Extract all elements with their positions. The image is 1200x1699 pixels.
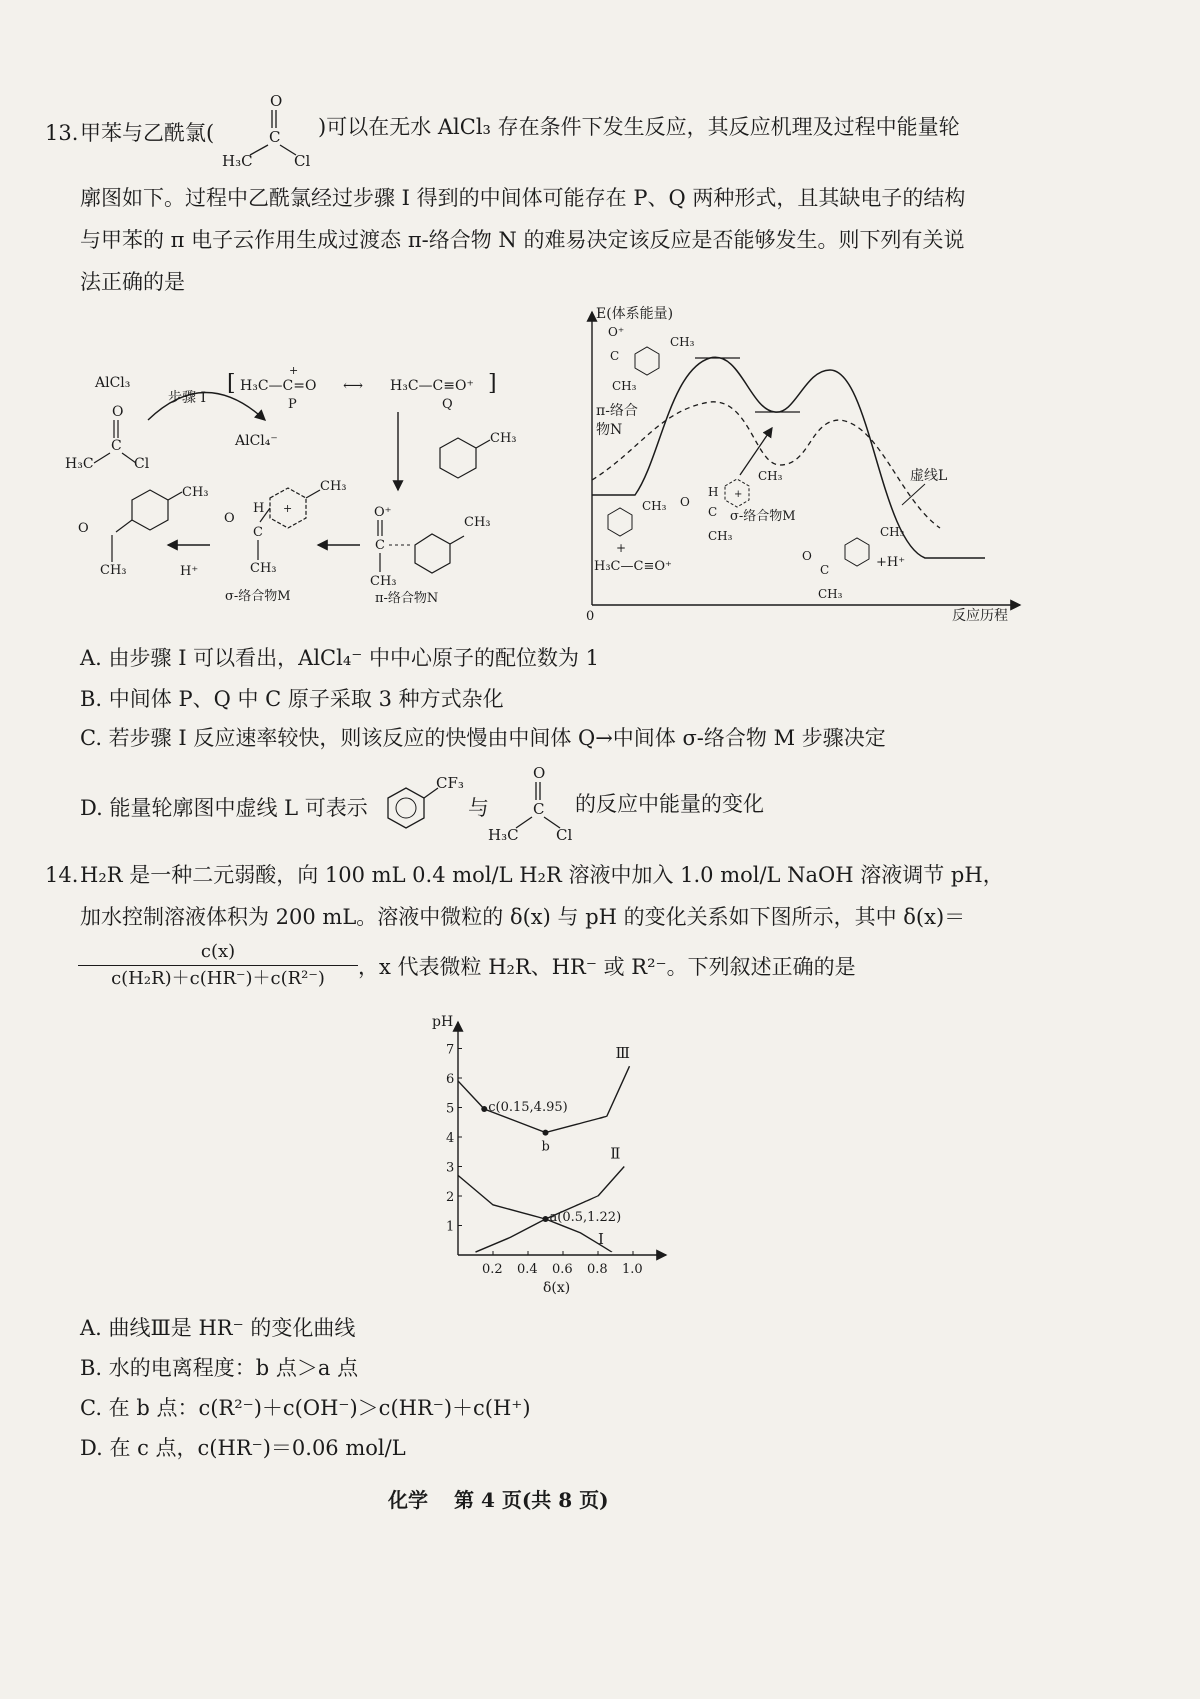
mech-n-oplus: O⁺ <box>374 505 392 520</box>
mech-m-ch3: CH₃ <box>250 561 277 576</box>
energy-product-ch3-ring: CH₃ <box>880 525 905 539</box>
d-cf3: CF₃ <box>436 774 464 792</box>
mech-q-form: H₃C—C≡O⁺ <box>390 378 474 394</box>
mech-n-ch3: CH₃ <box>370 574 397 589</box>
energy-pi-oplus: O⁺ <box>608 325 625 339</box>
q14-line2: 加水控制溶液体积为 200 mL。溶液中微粒的 δ(x) 与 pH 的变化关系如下图所示，其中 δ(x)＝ <box>80 905 966 929</box>
mech-p-label: P <box>288 397 297 412</box>
acyl-c: C <box>269 128 281 146</box>
y-tick-label: 4 <box>446 1131 455 1146</box>
footer-page: 第 4 页(共 8 页) <box>454 1488 609 1512</box>
mech-p-plus: + <box>289 364 299 377</box>
q14-option-b: B. 水的电离程度：b 点＞a 点 <box>80 1356 359 1380</box>
energy-pi-label-b: 物N <box>596 422 623 438</box>
reaction-mechanism-diagram <box>60 350 560 620</box>
energy-sigma-o: O <box>680 495 690 509</box>
y-tick-label: 7 <box>446 1042 455 1058</box>
mech-n-ch3-ring: CH₃ <box>464 515 491 530</box>
q14-frac-den: c(H₂R)＋c(HR⁻)＋c(R²⁻) <box>111 968 325 989</box>
q14-option-a: A. 曲线Ⅲ是 HR⁻ 的变化曲线 <box>80 1316 356 1340</box>
q13-line3: 与甲苯的 π 电子云作用生成过渡态 π-络合物 N 的难易决定该反应是否能够发生。则下列有关说 <box>80 228 965 252</box>
mech-sigma-label: σ-络合物M <box>225 589 291 604</box>
svg-text:[: [ <box>227 371 236 396</box>
acetyl-chloride-structure-d <box>488 762 588 842</box>
mech-m-o: O <box>224 511 235 526</box>
d-acyl-cl: Cl <box>556 826 573 842</box>
q13-intro-a: 甲苯与乙酰氯( <box>80 121 215 145</box>
energy-reactant-ch3: CH₃ <box>642 499 667 513</box>
energy-sigma-h: H <box>708 485 719 499</box>
curve-label: Ⅰ <box>598 1230 604 1249</box>
energy-origin: 0 <box>586 609 595 624</box>
x-tick-label: 0.2 <box>482 1262 503 1277</box>
mech-alcl3: AlCl₃ <box>95 375 131 391</box>
chart-point <box>481 1106 487 1112</box>
acyl-h3c: H₃C <box>222 152 253 170</box>
mech-m-c: C <box>253 525 263 540</box>
svg-text:]: ] <box>488 371 497 396</box>
q14-option-d: D. 在 c 点，c(HR⁻)＝0.06 mol/L <box>80 1436 406 1460</box>
energy-product-o: O <box>802 549 812 563</box>
energy-xlabel: 反应历程 <box>952 608 1008 624</box>
mech-prod-o: O <box>78 521 89 536</box>
d-acyl-c: C <box>533 800 545 818</box>
energy-dashed-label: 虚线L <box>910 468 948 484</box>
q14-line3: ，x 代表微粒 H₂R、HR⁻ 或 R²⁻。下列叙述正确的是 <box>358 955 856 979</box>
q14-fraction <box>78 940 358 991</box>
q13-option-c: C. 若步骤 Ⅰ 反应速率较快，则该反应的快慢由中间体 Q→中间体 σ-络合物 M 步骤决定 <box>80 726 886 750</box>
energy-sigma-label: σ-络合物M <box>730 509 796 524</box>
q14-frac-num: c(x) <box>200 941 236 962</box>
energy-sigma-c: C <box>708 505 718 519</box>
y-tick-label: 3 <box>446 1160 455 1176</box>
y-tick-label: 6 <box>446 1072 455 1087</box>
mech-m-h: H <box>253 501 265 516</box>
mech-step1: 步骤 Ⅰ <box>168 390 206 406</box>
q13-option-d-c: 的反应中能量的变化 <box>575 792 764 816</box>
q13-number: 13. <box>45 121 79 145</box>
mech-m-plus: + <box>283 502 293 515</box>
mech-hplus: H⁺ <box>180 564 199 579</box>
chart-xlabel: δ(x) <box>543 1280 571 1296</box>
chart-point-label: c(0.15,4.95) <box>488 1099 568 1115</box>
acetyl-chloride-structure <box>212 90 322 170</box>
energy-ylabel: E(体系能量) <box>596 306 674 322</box>
curve-label: Ⅲ <box>615 1044 630 1063</box>
mech-pi-label: π-络合物N <box>375 591 439 606</box>
q14-line1: H₂R 是一种二元弱酸，向 100 mL 0.4 mol/L H₂R 溶液中加入 1.0 mol/L NaOH 溶液调节 pH， <box>80 863 1004 887</box>
q14-option-c: C. 在 b 点：c(R²⁻)＋c(OH⁻)＞c(HR⁻)＋c(H⁺) <box>80 1396 531 1420</box>
energy-pi-ch3: CH₃ <box>612 379 637 393</box>
q13-option-b: B. 中间体 P、Q 中 C 原子采取 3 种方式杂化 <box>80 687 504 711</box>
y-tick-label: 5 <box>446 1101 455 1117</box>
mech-q-label: Q <box>442 397 453 412</box>
q13-line4: 法正确的是 <box>80 270 185 294</box>
mech-prod-ch3: CH₃ <box>100 563 127 578</box>
energy-sigma-ch3-ring: CH₃ <box>758 469 783 483</box>
chart-point <box>543 1130 549 1136</box>
acyl-cl: Cl <box>294 152 311 170</box>
q13-option-d-b: 与 <box>468 796 489 820</box>
x-tick-label: 0.8 <box>587 1262 608 1277</box>
mech-ch3-toluene: CH₃ <box>490 431 517 446</box>
mech-alcl4: AlCl₄⁻ <box>235 433 278 449</box>
mech-o-1: O <box>112 404 124 420</box>
x-tick-label: 0.6 <box>552 1262 573 1277</box>
mech-resonance-arrow: ⟷ <box>343 378 364 394</box>
energy-reactant-plus: + <box>616 541 627 555</box>
energy-pi-c: C <box>610 349 620 363</box>
mech-prod-ch3-ring: CH₃ <box>182 485 209 500</box>
mech-cl-1: Cl <box>134 456 150 472</box>
q13-option-a: A. 由步骤 Ⅰ 可以看出，AlCl₄⁻ 中中心原子的配位数为 1 <box>80 646 600 670</box>
chart-point-label: a(0.5,1.22) <box>549 1210 622 1226</box>
mech-m-ch3-ring: CH₃ <box>320 479 347 494</box>
energy-profile-diagram <box>580 300 1030 630</box>
mech-h3c-1: H₃C <box>65 456 94 472</box>
acyl-o: O <box>270 92 283 110</box>
energy-pi-ch3-ring: CH₃ <box>670 335 695 349</box>
mech-c-1: C <box>111 438 122 454</box>
energy-product-c: C <box>820 563 830 577</box>
ph-delta-chart <box>420 1010 680 1300</box>
trifluorotoluene-structure <box>380 770 475 840</box>
mech-p-form: H₃C—C=O <box>240 378 317 394</box>
footer-subject: 化学 <box>388 1488 428 1512</box>
q13-intro-b: )可以在无水 AlCl₃ 存在条件下发生反应，其反应机理及过程中能量轮 <box>318 115 960 139</box>
energy-pi-label-a: π-络合 <box>596 403 638 419</box>
x-tick-label: 0.4 <box>517 1262 538 1277</box>
chart-point <box>543 1216 549 1222</box>
d-acyl-o: O <box>533 764 546 782</box>
d-acyl-h3c: H₃C <box>488 826 519 842</box>
energy-product-hplus: +H⁺ <box>876 555 906 570</box>
y-tick-label: 1 <box>446 1219 455 1235</box>
y-tick-label: 2 <box>446 1190 455 1205</box>
energy-product-ch3: CH₃ <box>818 587 843 601</box>
energy-sigma-plus: + <box>734 489 743 500</box>
energy-reactant-acyl: H₃C—C≡O⁺ <box>594 559 672 574</box>
q14-number: 14. <box>45 863 79 887</box>
q13-option-d-a: D. 能量轮廓图中虚线 L 可表示 <box>80 796 368 820</box>
chart-point-label: b <box>541 1139 550 1155</box>
mech-n-c: C <box>375 538 385 553</box>
q13-line2: 廓图如下。过程中乙酰氯经过步骤 Ⅰ 得到的中间体可能存在 P、Q 两种形式，且其缺电子的结构 <box>80 186 966 210</box>
energy-solid-curve <box>592 357 985 558</box>
energy-sigma-ch3: CH₃ <box>708 529 733 543</box>
x-tick-label: 1.0 <box>622 1262 643 1277</box>
curve-label: Ⅱ <box>610 1144 621 1163</box>
chart-ylabel: pH <box>432 1014 454 1030</box>
